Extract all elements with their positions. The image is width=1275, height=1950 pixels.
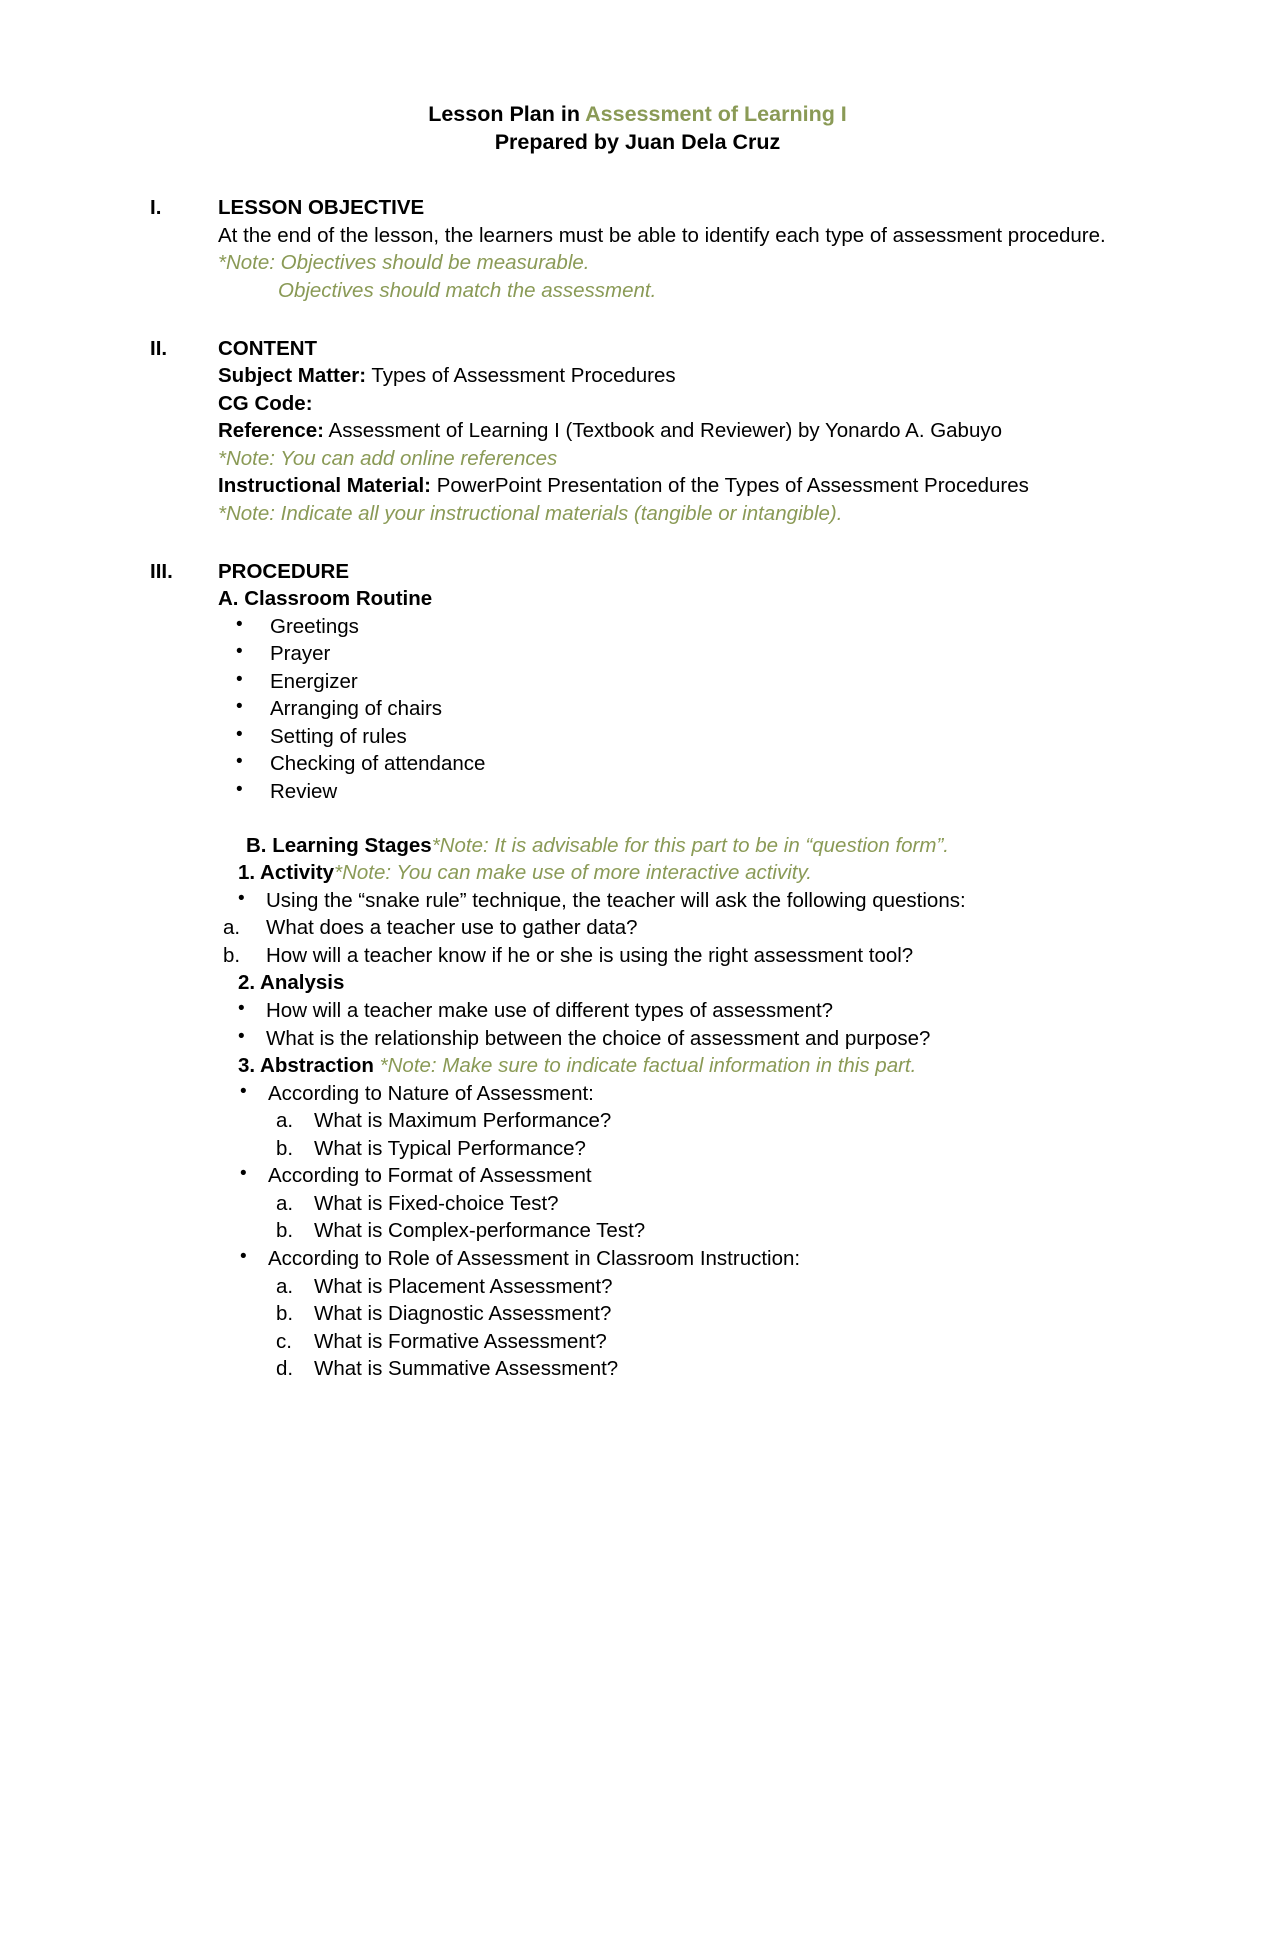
page-title — [150, 100, 1125, 128]
heading-lesson-objective: LESSON OBJECTIVE — [218, 196, 425, 220]
list-item — [218, 914, 1125, 942]
classroom-routine-list — [218, 613, 1125, 806]
section-procedure — [150, 558, 1125, 1383]
heading-learning-stages: B. Learning Stages — [246, 833, 432, 857]
abstraction-subitems-nature — [218, 1107, 1125, 1162]
list-item: • Using the “snake rule” technique, the teacher will ask the following questions: — [218, 887, 1125, 915]
heading-analysis: 2. Analysis — [238, 971, 345, 995]
list-item — [218, 1355, 1125, 1383]
section-body-objective — [218, 194, 1125, 304]
list-text: What is Formative Assessment? — [314, 1329, 607, 1353]
list-item: • Setting of rules — [218, 723, 1125, 751]
activity-bullet-list — [218, 887, 1125, 915]
subject-matter-line — [218, 362, 1125, 390]
list-marker: a. — [223, 916, 241, 940]
list-item — [218, 1107, 1125, 1135]
reference-note: *Note: You can add online references — [218, 446, 558, 470]
list-item: • Checking of attendance — [218, 750, 1125, 778]
list-marker: a. — [276, 1191, 294, 1215]
reference-label: Reference: — [218, 419, 324, 443]
activity-note: *Note: You can make use of more interactive activity. — [334, 861, 812, 885]
list-item: • Prayer — [218, 640, 1125, 668]
list-item: • Greetings — [218, 613, 1125, 641]
abstraction-group-list — [218, 1080, 1125, 1383]
section-numeral-ii: II. — [150, 336, 168, 360]
objective-note-2: Objectives should match the assessment. — [278, 279, 657, 302]
list-item: • What is the relationship between the choice of assessment and purpose? — [218, 1025, 1125, 1053]
list-item — [218, 942, 1125, 970]
analysis-bullet-list — [218, 997, 1125, 1052]
section-body-content — [218, 335, 1125, 528]
reference-value: Assessment of Learning I (Textbook and Reviewer) by Yonardo A. Gabuyo — [323, 419, 1003, 443]
list-marker: b. — [276, 1219, 294, 1243]
list-item: • According to Format of Assessment — [218, 1162, 1125, 1190]
abstraction-subitems-format — [218, 1190, 1125, 1245]
list-item: • Energizer — [218, 668, 1125, 696]
section-content — [150, 335, 1125, 528]
list-marker: b. — [276, 1302, 294, 1326]
list-item — [218, 1273, 1125, 1301]
list-item — [218, 1190, 1125, 1218]
list-marker: d. — [276, 1357, 294, 1381]
analysis-line — [238, 969, 1125, 997]
list-item — [218, 1300, 1125, 1328]
subject-matter-value: Types of Assessment Procedures — [366, 364, 676, 388]
instructional-material-line — [218, 472, 1125, 500]
list-item: • Review — [218, 778, 1125, 806]
list-item: • Arranging of chairs — [218, 695, 1125, 723]
list-marker: b. — [276, 1136, 294, 1160]
instructional-material-note: *Note: Indicate all your instructional materials (tangible or intangible). — [218, 501, 843, 525]
section-body-procedure — [218, 558, 1125, 1383]
list-text: What is Diagnostic Assessment? — [314, 1302, 612, 1326]
abstraction-subitems-role — [218, 1273, 1125, 1383]
list-marker: a. — [276, 1274, 294, 1298]
list-marker: b. — [223, 943, 241, 967]
cg-code-label: CG Code: — [218, 391, 313, 415]
list-text: What is Summative Assessment? — [314, 1357, 619, 1381]
list-item — [218, 1217, 1125, 1245]
list-text: What is Placement Assessment? — [314, 1274, 613, 1298]
reference-line — [218, 417, 1125, 445]
learning-stages-line — [246, 832, 1125, 860]
list-item — [218, 1135, 1125, 1163]
heading-abstraction: 3. Abstraction — [238, 1054, 374, 1078]
list-text: What is Complex-performance Test? — [314, 1219, 646, 1243]
instructional-material-value: PowerPoint Presentation of the Types of Assessment Procedures — [431, 474, 1029, 498]
objective-body-text: At the end of the lesson, the learners must be able to identify each type of assessment procedure. — [218, 223, 1106, 247]
list-marker: c. — [276, 1329, 292, 1353]
learning-stages-note: *Note: It is advisable for this part to be in “question form”. — [431, 833, 949, 857]
cg-code-line — [218, 390, 1125, 418]
prepared-by-line: Prepared by Juan Dela Cruz — [494, 130, 781, 155]
title-subject: Assessment of Learning I — [585, 102, 847, 126]
subject-matter-label: Subject Matter: — [218, 364, 367, 388]
section-numeral-i: I. — [150, 196, 162, 220]
list-marker: a. — [276, 1109, 294, 1133]
lesson-plan-document — [150, 100, 1125, 1383]
activity-question-list — [218, 914, 1125, 969]
heading-activity: 1. Activity — [238, 861, 335, 885]
list-text: What is Maximum Performance? — [314, 1109, 612, 1133]
list-text: What is Fixed-choice Test? — [314, 1191, 559, 1215]
heading-content: CONTENT — [218, 336, 318, 360]
heading-procedure: PROCEDURE — [218, 559, 349, 583]
list-item — [218, 1328, 1125, 1356]
instructional-material-label: Instructional Material: — [218, 474, 432, 498]
abstraction-note: *Note: Make sure to indicate factual information in this part. — [379, 1054, 917, 1078]
title-prefix: Lesson Plan in — [428, 102, 586, 126]
activity-line — [238, 859, 1125, 887]
list-item: • According to Role of Assessment in Classroom Instruction: — [218, 1245, 1125, 1273]
abstraction-line — [238, 1052, 1125, 1080]
document-title-block — [150, 100, 1125, 156]
section-numeral-iii: III. — [150, 559, 173, 583]
list-text: How will a teacher know if he or she is using the right assessment tool? — [266, 943, 914, 967]
list-item: • According to Nature of Assessment: — [218, 1080, 1125, 1108]
list-item: • How will a teacher make use of different types of assessment? — [218, 997, 1125, 1025]
spacer — [218, 806, 1125, 832]
heading-classroom-routine: A. Classroom Routine — [218, 587, 433, 611]
list-text: What is Typical Performance? — [314, 1136, 586, 1160]
objective-note-1: *Note: Objectives should be measurable. — [218, 251, 590, 275]
list-text: What does a teacher use to gather data? — [266, 916, 638, 940]
section-lesson-objective — [150, 194, 1125, 304]
